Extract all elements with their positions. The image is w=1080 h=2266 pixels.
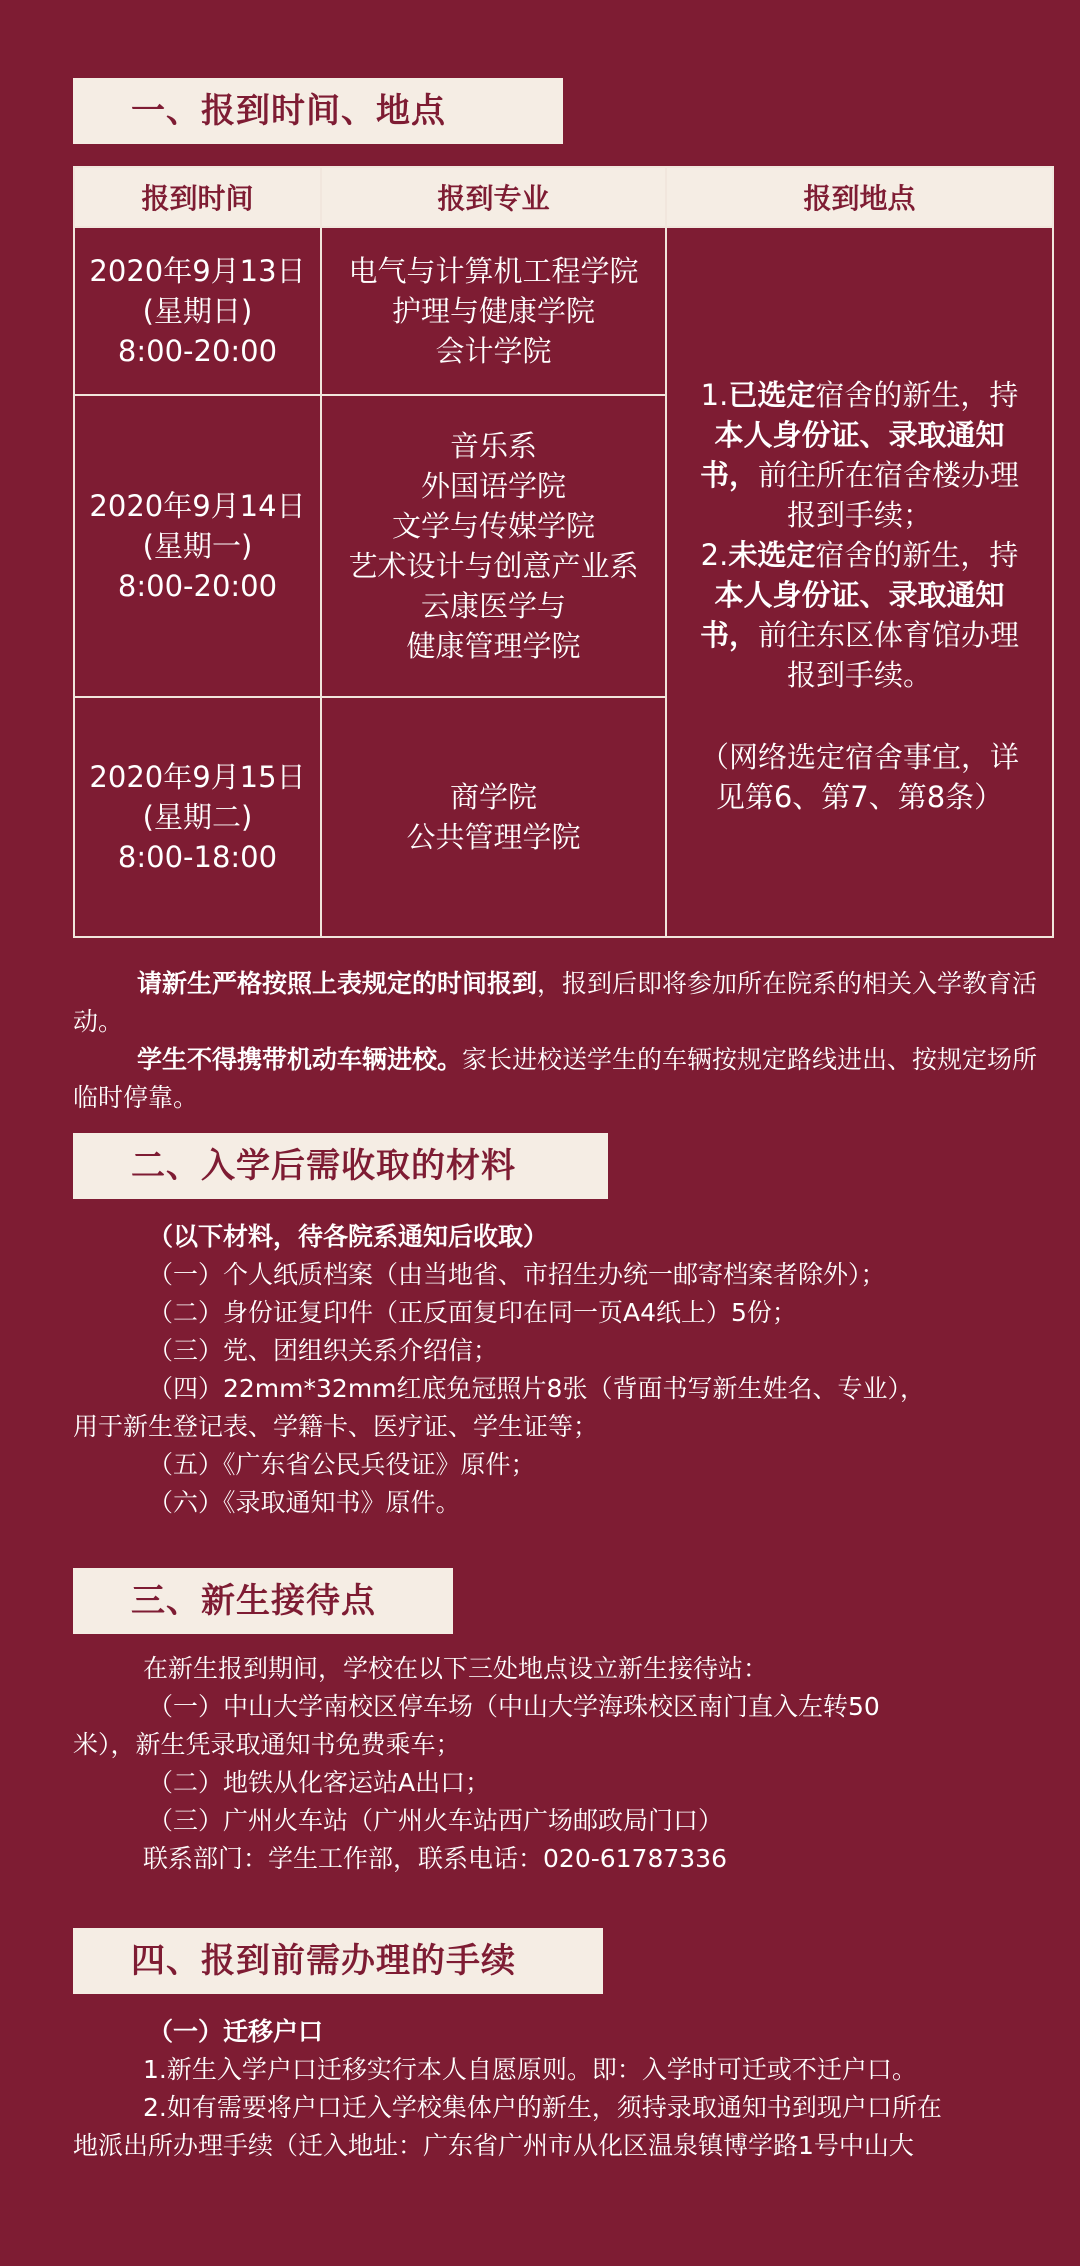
header-time: 报到时间 bbox=[74, 167, 321, 227]
list-item: （一）个人纸质档案（由当地省、市招生办统一邮寄档案者除外）； bbox=[148, 1260, 886, 1289]
location-paragraph-1 bbox=[693, 375, 1026, 535]
text: 本人身份证、录取通知书， bbox=[699, 578, 1005, 652]
major: 电气与计算机工程学院 bbox=[348, 254, 639, 288]
list-item: （二）地铁从化客运站A出口； bbox=[148, 1768, 491, 1797]
date: 2020年9月13日 bbox=[89, 254, 306, 288]
table-header-row bbox=[74, 167, 1053, 227]
contact-info: 联系部门：学生工作部，联系电话：020-61787336 bbox=[143, 1844, 727, 1873]
list-item: （三）广州火车站（广州火车站西广场邮政局门口） bbox=[148, 1806, 724, 1835]
header-location: 报到地点 bbox=[666, 167, 1053, 227]
procedure-item: 1.新生入学户口迁移实行本人自愿原则。即：入学时可迁或不迁户口。 bbox=[143, 2055, 917, 2084]
date-cell bbox=[74, 697, 321, 937]
text: 家长进校送学生的车辆按规定路线进出、按规定场所临时停靠。 bbox=[73, 1045, 1038, 1112]
list-item-continued: 米），新生凭录取通知书免费乘车； bbox=[73, 1730, 461, 1759]
weekday: (星期二) bbox=[142, 800, 253, 834]
text: 本人身份证、录取通知书， bbox=[699, 418, 1005, 492]
materials-intro: （以下材料，待各院系通知后收取） bbox=[148, 1222, 549, 1251]
location-cell bbox=[666, 227, 1053, 937]
text: 未选定 bbox=[728, 538, 816, 572]
time-range: 8:00-20:00 bbox=[117, 334, 278, 368]
majors-cell bbox=[321, 395, 666, 697]
table-row bbox=[74, 227, 1053, 395]
date-cell bbox=[74, 227, 321, 395]
text: 已选定 bbox=[728, 378, 816, 412]
reception-intro: 在新生报到期间，学校在以下三处地点设立新生接待站： bbox=[143, 1654, 769, 1683]
date: 2020年9月15日 bbox=[89, 760, 306, 794]
majors-cell bbox=[321, 227, 666, 395]
major: 健康管理学院 bbox=[406, 629, 581, 663]
major: 护理与健康学院 bbox=[391, 294, 595, 328]
major: 云康医学与 bbox=[420, 589, 566, 623]
note-time bbox=[73, 965, 1053, 1041]
section-heading-reception: 三、新生接待点 bbox=[73, 1568, 453, 1634]
major: 文学与传媒学院 bbox=[391, 509, 595, 543]
major: 音乐系 bbox=[449, 429, 537, 463]
procedure-item: 2.如有需要将户口迁入学校集体户的新生，须持录取通知书到现户口所在 bbox=[143, 2093, 942, 2122]
text: ，报到后即将参加所在院系的相关入学教育活动。 bbox=[73, 969, 1038, 1036]
text: 宿舍的新生，持 bbox=[815, 538, 1019, 572]
note-vehicles bbox=[73, 1041, 1053, 1117]
procedure-subheading: （一）迁移户口 bbox=[148, 2017, 324, 2046]
list-item: （六）《录取通知书》原件。 bbox=[148, 1488, 461, 1517]
text: 宿舍的新生，持 bbox=[815, 378, 1019, 412]
major: 公共管理学院 bbox=[406, 820, 581, 854]
major: 外国语学院 bbox=[420, 469, 566, 503]
notes-block bbox=[73, 965, 1053, 1117]
location-note: （网络选定宿舍事宜，详见第6、第7、第8条） bbox=[699, 740, 1019, 814]
text: 1. bbox=[700, 378, 729, 412]
reception-list bbox=[73, 1650, 1053, 1878]
list-item: （五）《广东省公民兵役证》原件； bbox=[148, 1450, 536, 1479]
major: 商学院 bbox=[449, 780, 537, 814]
text: 学生不得携带机动车辆进校。 bbox=[137, 1045, 463, 1074]
text: 请新生严格按照上表规定的时间报到 bbox=[137, 969, 538, 998]
section-heading-registration: 一、报到时间、地点 bbox=[73, 78, 563, 144]
majors-cell bbox=[321, 697, 666, 937]
list-item: （一）中山大学南校区停车场（中山大学海珠校区南门直入左转50 bbox=[148, 1692, 880, 1721]
section-heading-materials: 二、入学后需收取的材料 bbox=[73, 1133, 608, 1199]
text: 2. bbox=[700, 538, 729, 572]
weekday: (星期一) bbox=[142, 529, 253, 563]
header-major: 报到专业 bbox=[321, 167, 666, 227]
major: 艺术设计与创意产业系 bbox=[348, 549, 639, 583]
weekday: (星期日) bbox=[142, 294, 253, 328]
location-paragraph-2 bbox=[693, 535, 1026, 695]
time-range: 8:00-18:00 bbox=[117, 840, 278, 874]
list-item-continued: 用于新生登记表、学籍卡、医疗证、学生证等； bbox=[73, 1412, 599, 1441]
major: 会计学院 bbox=[435, 334, 552, 368]
list-item: （三）党、团组织关系介绍信； bbox=[148, 1336, 499, 1365]
date-cell bbox=[74, 395, 321, 697]
procedures-list bbox=[73, 2013, 1053, 2165]
materials-list bbox=[73, 1218, 1053, 1522]
section-heading-procedures: 四、报到前需办理的手续 bbox=[73, 1928, 603, 1994]
list-item: （四）22mm*32mm红底免冠照片8张（背面书写新生姓名、专业）， bbox=[148, 1374, 925, 1403]
procedure-item-continued: 地派出所办理手续（迁入地址：广东省广州市从化区温泉镇博学路1号中山大 bbox=[73, 2131, 914, 2160]
text: 前往东区体育馆办理报到手续。 bbox=[758, 618, 1020, 692]
text: 前往所在宿舍楼办理报到手续； bbox=[758, 458, 1020, 532]
time-range: 8:00-20:00 bbox=[117, 569, 278, 603]
list-item: （二）身份证复印件（正反面复印在同一页A4纸上）5份； bbox=[148, 1298, 797, 1327]
date: 2020年9月14日 bbox=[89, 489, 306, 523]
registration-schedule-table bbox=[73, 166, 1054, 938]
